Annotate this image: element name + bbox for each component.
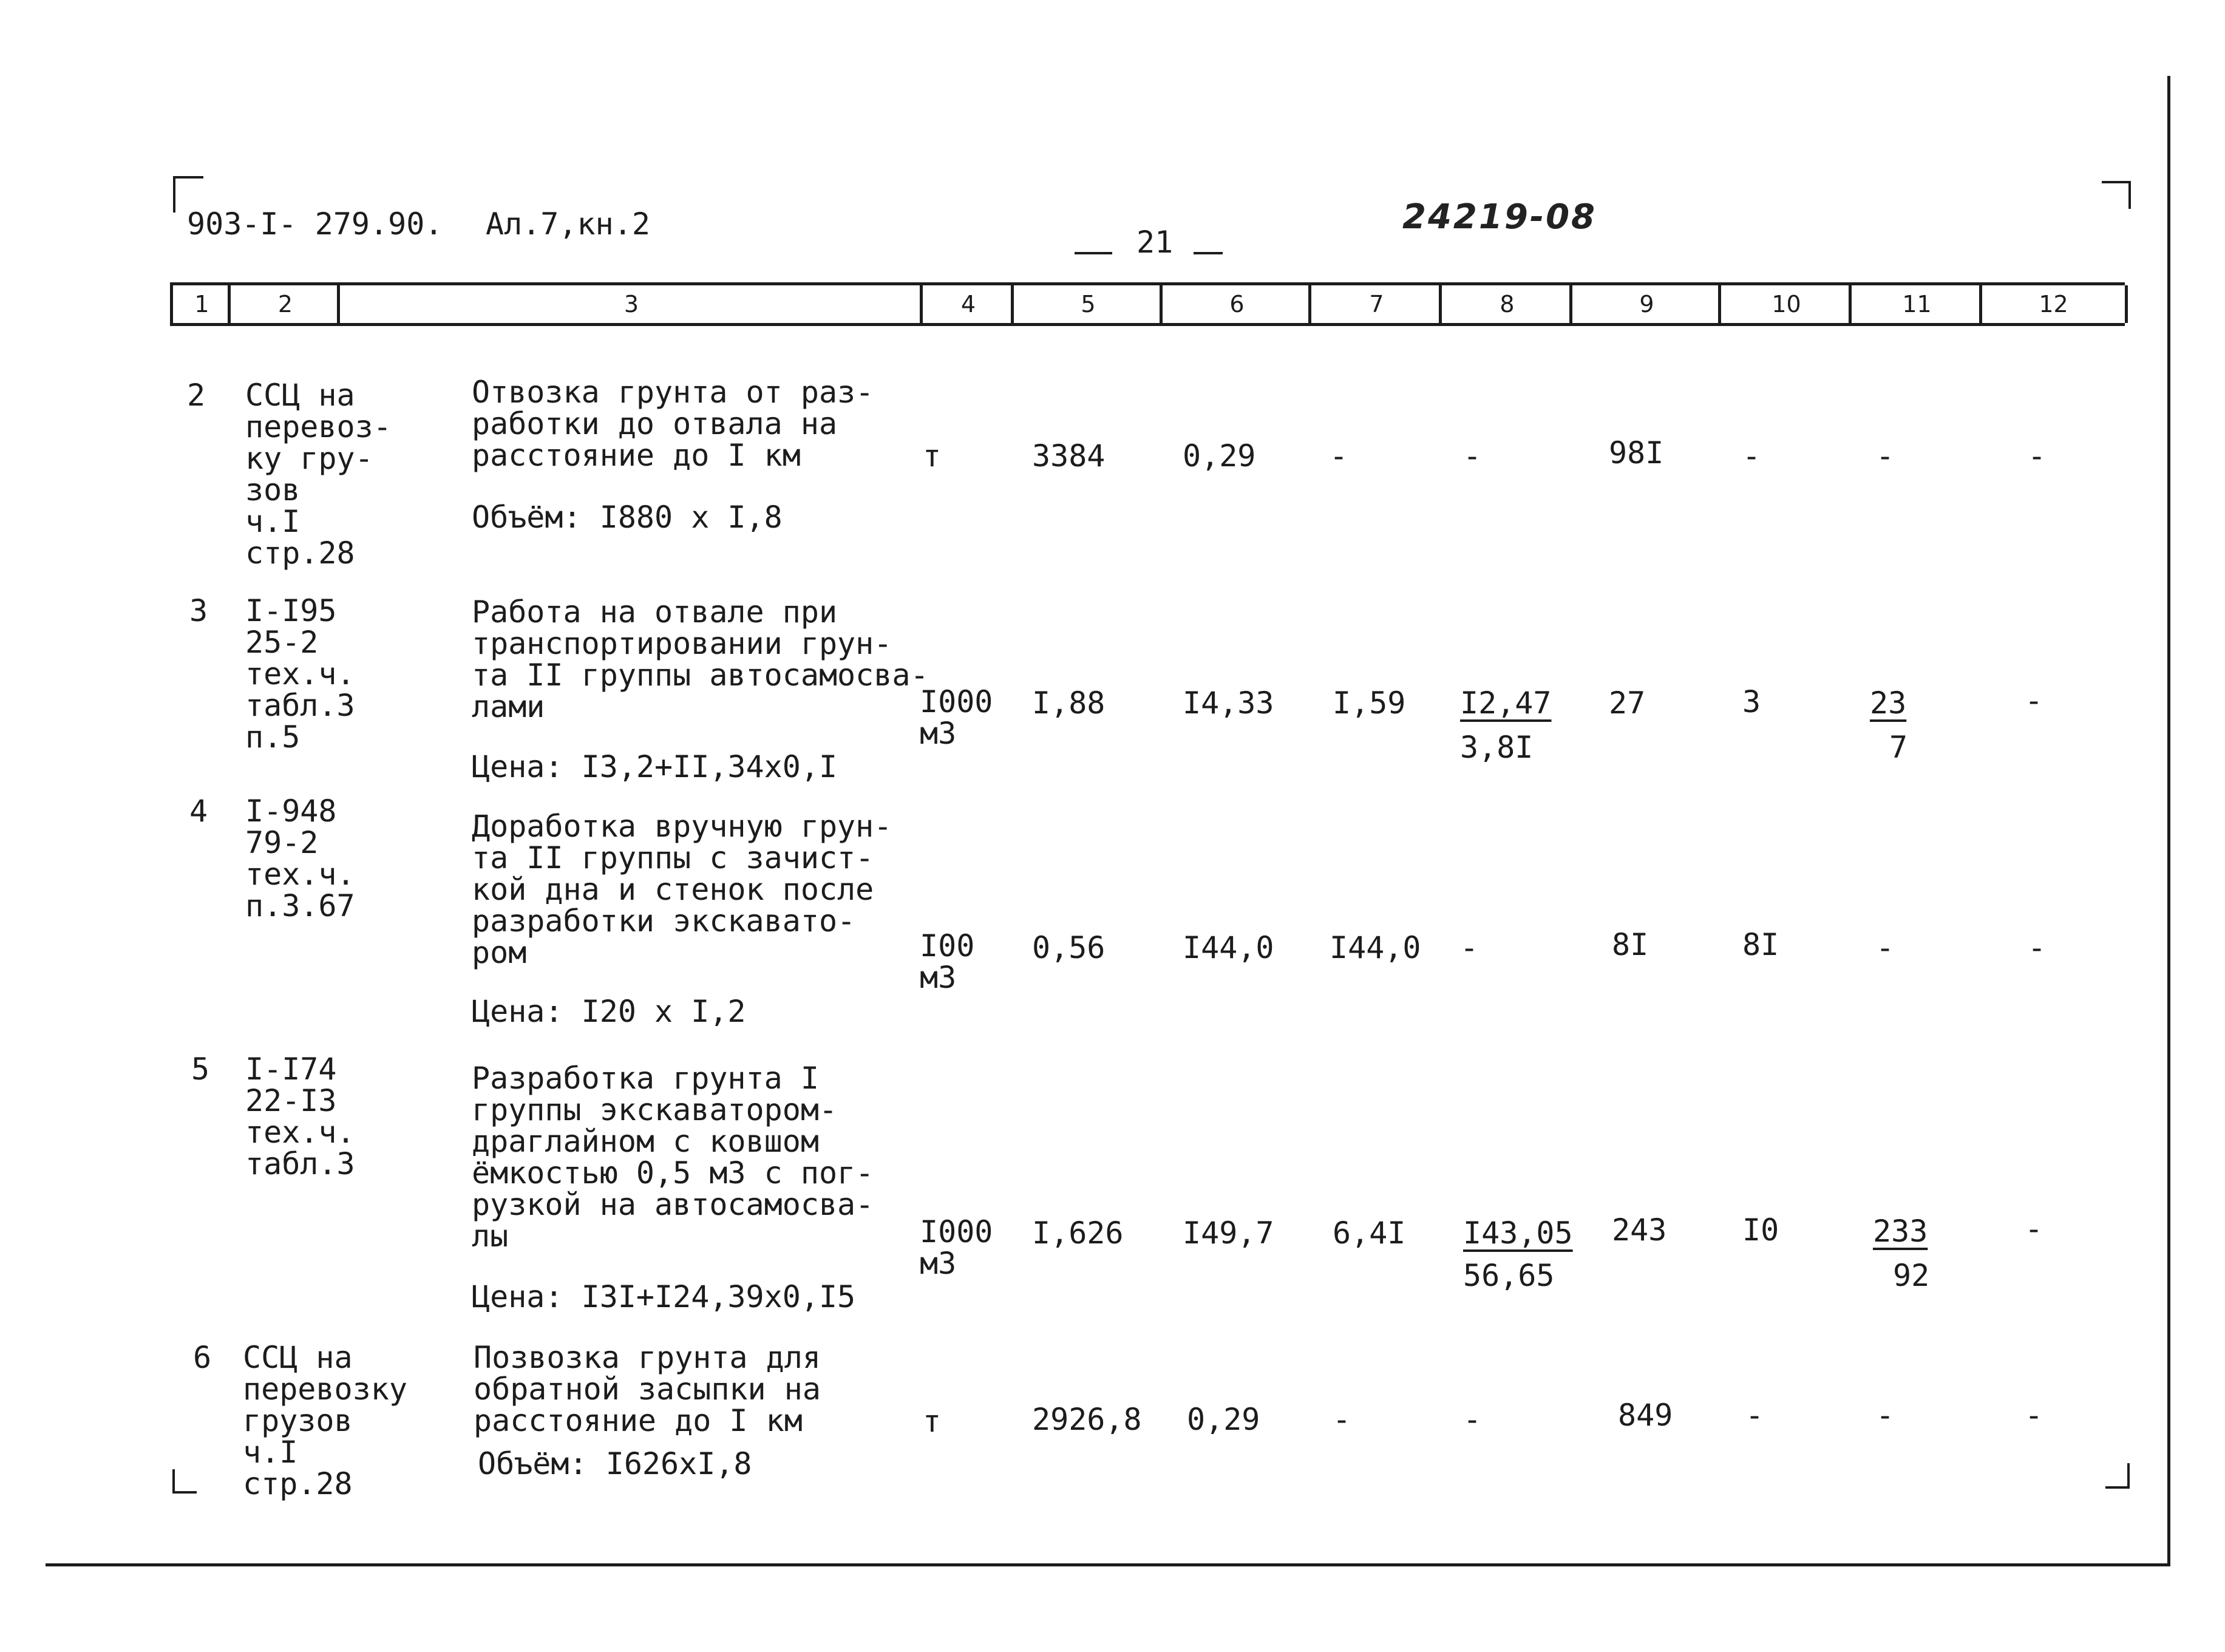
calculation-note: Объём: I880 x I,8 [472, 500, 783, 535]
column-header-7: 7 [1308, 285, 1442, 323]
col7-value: - [1333, 1402, 1351, 1437]
col7-value: I44,0 [1330, 930, 1421, 965]
unit-price: 0,29 [1187, 1402, 1260, 1437]
work-description: Работа на отвале при транспортировании грун- та II группы автосамосва- лами [472, 594, 929, 724]
unit-price: 0,29 [1183, 438, 1256, 474]
col9-value: 8I [1612, 927, 1649, 962]
album-reference: Ал.7,кн.2 [486, 206, 650, 242]
quantity: 3384 [1032, 438, 1106, 474]
corner-mark-top-right-h [2102, 181, 2131, 183]
col9-value: 27 [1609, 685, 1646, 721]
col7-value: I,59 [1333, 685, 1406, 721]
col11-sub-value: 7 [1889, 730, 1908, 765]
col10-value: - [1742, 438, 1761, 474]
page-number-dash-left [1075, 252, 1112, 254]
norm-reference: I-I74 22-I3 тех.ч. табл.3 [245, 1052, 355, 1181]
column-header-1: 1 [170, 285, 231, 323]
col10-value: I0 [1742, 1212, 1779, 1248]
corner-mark-bottom-left-h [172, 1491, 197, 1494]
unit-price: I49,7 [1183, 1215, 1274, 1251]
col8-sub-value: 3,8I [1460, 730, 1534, 765]
column-header-10: 10 [1718, 285, 1852, 323]
column-header-row [170, 282, 2125, 326]
col12-value: - [2025, 683, 2043, 718]
page-bottom-border [46, 1563, 2170, 1566]
quantity: I,88 [1032, 685, 1106, 721]
quantity: 2926,8 [1032, 1402, 1142, 1437]
page-number: 21 [1136, 225, 1174, 260]
unit: I000 м3 [920, 1214, 993, 1281]
unit: т [923, 438, 942, 474]
column-header-9: 9 [1569, 285, 1721, 323]
col8-value: I2,47 [1460, 685, 1552, 721]
work-description: Отвозка грунта от раз- работки до отвала на расстояние до I км [472, 375, 874, 473]
work-description: Разработка грунта I группы экскаватором- драглайном с ковшом ёмкостью 0,5 м3 с пог- рузкой на автосамосва- лы [472, 1061, 874, 1254]
inventory-stamp-number: 24219-08 [1402, 197, 1597, 237]
col11-value: - [1876, 930, 1895, 965]
row-number: 3 [189, 593, 208, 628]
col12-value: - [2025, 1211, 2043, 1246]
col10-value: 8I [1742, 927, 1779, 962]
corner-mark-top-left-v [173, 176, 175, 212]
corner-mark-bottom-left-v [172, 1469, 175, 1494]
col12-value: - [2028, 930, 2047, 965]
col9-value: 849 [1618, 1398, 1673, 1433]
col8-value: - [1460, 930, 1479, 965]
col8-value: - [1463, 1402, 1482, 1437]
row-number: 2 [187, 378, 206, 413]
work-description: Доработка вручную грун- та II группы с зачист- кой дна и стенок после разработки экскавато- ром [472, 809, 892, 970]
corner-mark-top-left-h [173, 176, 203, 178]
calculation-note: Объём: I626xI,8 [478, 1446, 752, 1481]
column-header-3: 3 [337, 285, 923, 323]
unit: I000 м3 [920, 684, 993, 751]
unit: I00 м3 [920, 928, 975, 995]
col12-value: - [2025, 1398, 2043, 1433]
col10-value: 3 [1742, 684, 1761, 719]
calculation-note: Цена: I20 x I,2 [472, 994, 746, 1029]
unit-price: I44,0 [1183, 930, 1274, 965]
corner-mark-bottom-right-h [2105, 1486, 2130, 1489]
column-header-12: 12 [1979, 285, 2128, 323]
corner-mark-bottom-right-v [2127, 1463, 2130, 1489]
quantity: 0,56 [1032, 930, 1106, 965]
col8-value: I43,05 [1463, 1215, 1573, 1251]
calculation-note: Цена: I3I+I24,39x0,I5 [472, 1279, 856, 1314]
document-code: 903-I- 279.90. [187, 206, 443, 242]
work-description: Позвозка грунта для обратной засыпки на расстояние до I км [474, 1340, 821, 1438]
norm-reference: ССЦ на перевозку грузов ч.I стр.28 [243, 1340, 407, 1501]
col10-value: - [1745, 1398, 1764, 1433]
column-header-8: 8 [1439, 285, 1572, 323]
row-number: 4 [189, 794, 208, 829]
quantity: I,626 [1032, 1215, 1124, 1251]
corner-mark-top-right-v [2128, 181, 2131, 209]
norm-reference: ССЦ на перевоз- ку гру- зов ч.I стр.28 [245, 378, 392, 571]
row-number: 6 [193, 1340, 212, 1375]
page-right-border [2167, 76, 2170, 1566]
calculation-note: Цена: I3,2+II,34x0,I [472, 749, 838, 784]
column-header-4: 4 [920, 285, 1014, 323]
col7-value: - [1330, 438, 1348, 474]
col7-value: 6,4I [1333, 1215, 1406, 1251]
column-header-6: 6 [1160, 285, 1311, 323]
norm-reference: I-I95 25-2 тех.ч. табл.3 п.5 [245, 593, 355, 755]
column-header-11: 11 [1849, 285, 1982, 323]
norm-reference: I-948 79-2 тех.ч. п.3.67 [245, 794, 355, 923]
column-header-2: 2 [228, 285, 340, 323]
col11-value: - [1876, 438, 1895, 474]
col11-value: 233 [1873, 1214, 1928, 1249]
column-header-5: 5 [1011, 285, 1163, 323]
unit: т [923, 1404, 942, 1439]
col8-value: - [1463, 438, 1482, 474]
col12-value: - [2028, 438, 2047, 474]
col9-value: 98I [1609, 435, 1664, 471]
unit-price: I4,33 [1183, 685, 1274, 721]
col11-value: 23 [1870, 685, 1907, 721]
col9-value: 243 [1612, 1212, 1667, 1248]
col11-value: - [1876, 1398, 1895, 1433]
row-number: 5 [191, 1052, 210, 1087]
page-number-dash-right [1194, 252, 1223, 254]
col11-sub-value: 92 [1893, 1258, 1930, 1293]
col8-sub-value: 56,65 [1463, 1258, 1555, 1293]
